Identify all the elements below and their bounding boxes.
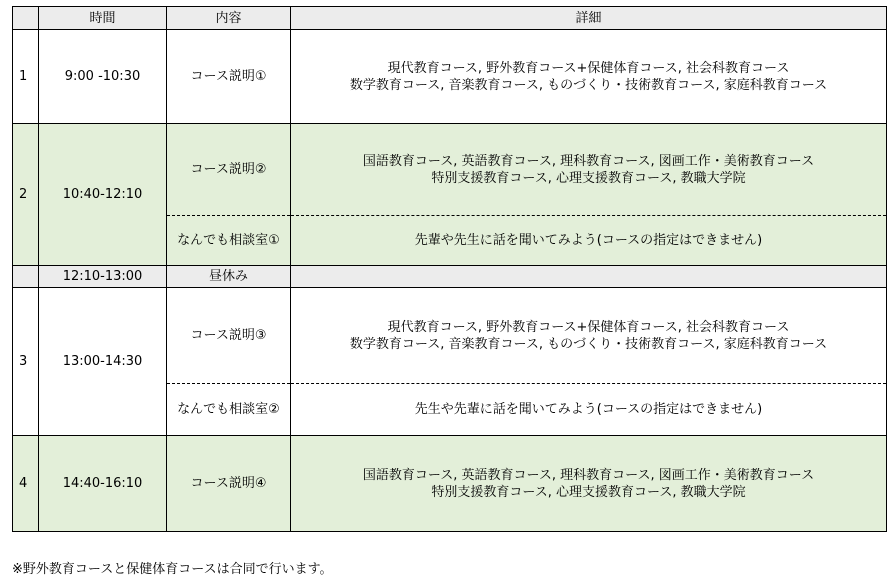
header-time: 時間 [39, 7, 167, 30]
row-number: 2 [13, 124, 39, 266]
detail-line: 特別支援教育コース, 心理支援教育コース, 教職大学院 [431, 484, 746, 500]
detail-cell: 先生や先輩に話を聞いてみよう(コースの指定はできません) [291, 384, 887, 436]
time-cell: 13:00-14:30 [39, 288, 167, 436]
time-cell: 10:40-12:10 [39, 124, 167, 266]
row-number [13, 266, 39, 288]
content-cell: 昼休み [167, 266, 291, 288]
footnote: ※野外教育コースと保健体育コースは合同で行います。 [12, 562, 333, 577]
content-cell: コース説明③ [167, 288, 291, 384]
row-number: 4 [13, 436, 39, 532]
detail-line: 数学教育コース, 音楽教育コース, ものづくり・技術教育コース, 家庭科教育コース [349, 336, 828, 352]
row-number: 1 [13, 30, 39, 124]
table-row [13, 124, 887, 216]
header-num [13, 7, 39, 30]
detail-line: 国語教育コース, 英語教育コース, 理科教育コース, 図画工作・美術教育コース [362, 467, 815, 483]
time-cell: 9:00 -10:30 [39, 30, 167, 124]
detail-cell [291, 266, 887, 288]
header-row [13, 7, 887, 30]
detail-line: 特別支援教育コース, 心理支援教育コース, 教職大学院 [431, 170, 746, 186]
detail-line: 国語教育コース, 英語教育コース, 理科教育コース, 図画工作・美術教育コース [362, 153, 815, 169]
time-cell: 12:10-13:00 [39, 266, 167, 288]
detail-cell [291, 288, 887, 384]
detail-cell [291, 124, 887, 216]
detail-cell [291, 30, 887, 124]
row-number: 3 [13, 288, 39, 436]
detail-line: 数学教育コース, 音楽教育コース, ものづくり・技術教育コース, 家庭科教育コース [349, 77, 828, 93]
detail-line: 現代教育コース, 野外教育コース+保健体育コース, 社会科教育コース [387, 60, 790, 76]
content-cell: コース説明④ [167, 436, 291, 532]
table-row [13, 288, 887, 384]
content-cell: なんでも相談室② [167, 384, 291, 436]
table-row [13, 436, 887, 532]
header-content: 内容 [167, 7, 291, 30]
time-cell: 14:40-16:10 [39, 436, 167, 532]
detail-cell [291, 436, 887, 532]
content-cell: コース説明① [167, 30, 291, 124]
content-cell: コース説明② [167, 124, 291, 216]
detail-line: 現代教育コース, 野外教育コース+保健体育コース, 社会科教育コース [387, 319, 790, 335]
table-row [13, 30, 887, 124]
content-cell: なんでも相談室① [167, 216, 291, 266]
table-row [13, 266, 887, 288]
schedule-table [12, 6, 887, 532]
detail-cell: 先輩や先生に話を聞いてみよう(コースの指定はできません) [291, 216, 887, 266]
header-detail: 詳細 [291, 7, 887, 30]
